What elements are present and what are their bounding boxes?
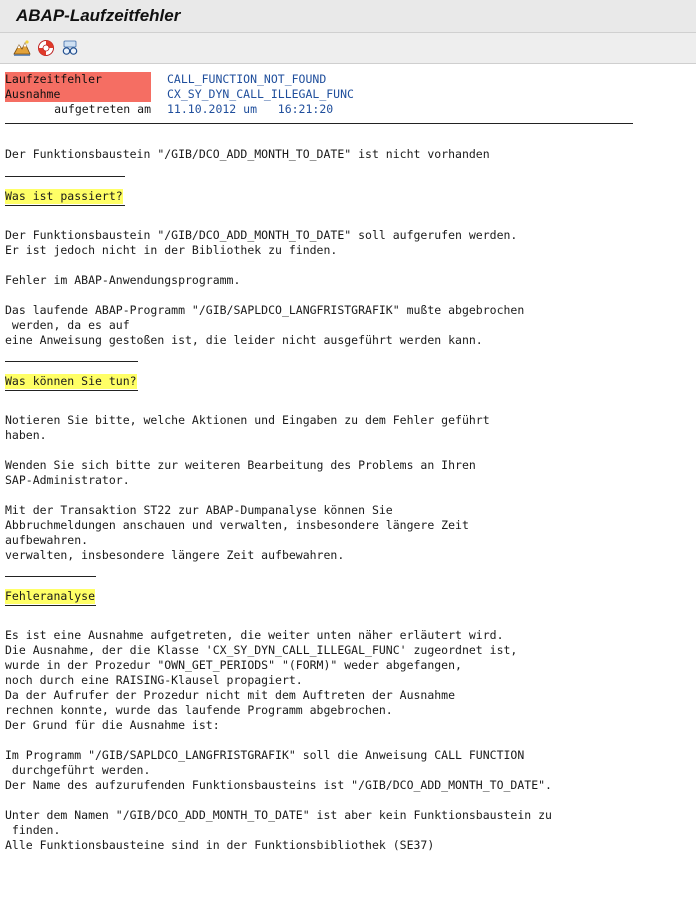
window-title: ABAP-Laufzeitfehler <box>16 6 181 25</box>
occurred-row <box>5 102 696 117</box>
body-line: rechnen konnte, wurde das laufende Programm abgebrochen. <box>5 703 393 717</box>
body-line: Der Grund für die Ausnahme ist: <box>5 718 220 732</box>
title-bar <box>0 0 696 33</box>
body-line: finden. <box>5 823 61 837</box>
body-line: Mit der Transaktion ST22 zur ABAP-Dumpanalyse können Sie <box>5 503 393 517</box>
body-line: werden, da es auf <box>5 318 130 332</box>
exception-value: CX_SY_DYN_CALL_ILLEGAL_FUNC <box>167 87 354 101</box>
body-line <box>5 258 696 273</box>
body-line <box>5 443 696 458</box>
body-line: Abbruchmeldungen anschauen und verwalten, insbesondere längere Zeit <box>5 518 469 532</box>
body-line: eine Anweisung gestoßen ist, die leider nicht ausgeführt werden kann. <box>5 333 483 347</box>
body-line <box>5 288 696 303</box>
section-body-what-happened <box>5 228 696 348</box>
debugger-button[interactable] <box>13 39 31 57</box>
section-body-what-to-do <box>5 413 696 563</box>
section-body-error-analysis <box>5 628 696 853</box>
body-line: verwalten, insbesondere längere Zeit aufbewahren. <box>5 548 345 562</box>
help-button[interactable] <box>37 39 55 57</box>
body-line: durchgeführt werden. <box>5 763 151 777</box>
exception-row <box>5 87 696 102</box>
body-line: Der Funktionsbaustein "/GIB/DCO_ADD_MONTH_TO_DATE" soll aufgerufen werden. <box>5 228 518 242</box>
body-line: Die Ausnahme, der die Klasse 'CX_SY_DYN_CALL_ILLEGAL_FUNC' zugeordnet ist, <box>5 643 518 657</box>
error-header <box>5 72 696 117</box>
section-heading-error-analysis: Fehleranalyse <box>5 589 96 603</box>
glasses-button[interactable] <box>61 39 79 57</box>
runtime-error-row <box>5 72 696 87</box>
glasses-icon <box>61 39 79 57</box>
body-line: Notieren Sie bitte, welche Aktionen und Eingaben zu dem Fehler geführt <box>5 413 490 427</box>
body-line: Unter dem Namen "/GIB/DCO_ADD_MONTH_TO_DATE" ist aber kein Funktionsbaustein zu <box>5 808 552 822</box>
body-line <box>5 793 696 808</box>
body-line <box>5 488 696 503</box>
section-heading-what-happened: Was ist passiert? <box>5 189 123 203</box>
runtime-error-value: CALL_FUNCTION_NOT_FOUND <box>167 72 327 86</box>
body-line: Es ist eine Ausnahme aufgetreten, die weiter unten näher erläutert wird. <box>5 628 504 642</box>
runtime-error-label: Laufzeitfehler <box>5 72 151 87</box>
body-line: Da der Aufrufer der Prozedur nicht mit dem Auftreten der Ausnahme <box>5 688 456 702</box>
body-line: Fehler im ABAP-Anwendungsprogramm. <box>5 273 241 287</box>
body-line: aufbewahren. <box>5 533 89 547</box>
body-line: Er ist jedoch nicht in der Bibliothek zu finden. <box>5 243 338 257</box>
body-line: Wenden Sie sich bitte zur weiteren Bearbeitung des Problems an Ihren <box>5 458 476 472</box>
dump-content <box>0 72 696 853</box>
body-line <box>5 733 696 748</box>
exception-label: Ausnahme <box>5 87 151 102</box>
mountain-chart-icon <box>13 39 31 57</box>
body-line: Alle Funktionsbausteine sind in der Funktionsbibliothek (SE37) <box>5 838 435 852</box>
body-line: haben. <box>5 428 47 442</box>
body-line: SAP-Administrator. <box>5 473 130 487</box>
body-line: Das laufende ABAP-Programm "/GIB/SAPLDCO_LANGFRISTGRAFIK" mußte abgebrochen <box>5 303 525 317</box>
lifebuoy-icon <box>37 39 55 57</box>
section-heading-what-to-do: Was können Sie tun? <box>5 374 137 388</box>
occurred-value: 11.10.2012 um 16:21:20 <box>167 102 334 116</box>
body-line: wurde in der Prozedur "OWN_GET_PERIODS" "(FORM)" weder abgefangen, <box>5 658 462 672</box>
occurred-label: aufgetreten am <box>54 102 151 116</box>
body-line: Der Name des aufzurufenden Funktionsbausteins ist "/GIB/DCO_ADD_MONTH_TO_DATE". <box>5 778 552 792</box>
body-line: noch durch eine RAISING-Klausel propagiert. <box>5 673 303 687</box>
body-line: Im Programm "/GIB/SAPLDCO_LANGFRISTGRAFIK" soll die Anweisung CALL FUNCTION <box>5 748 525 762</box>
toolbar <box>0 33 696 64</box>
short-text: Der Funktionsbaustein "/GIB/DCO_ADD_MONTH_TO_DATE" ist nicht vorhanden <box>5 147 490 161</box>
